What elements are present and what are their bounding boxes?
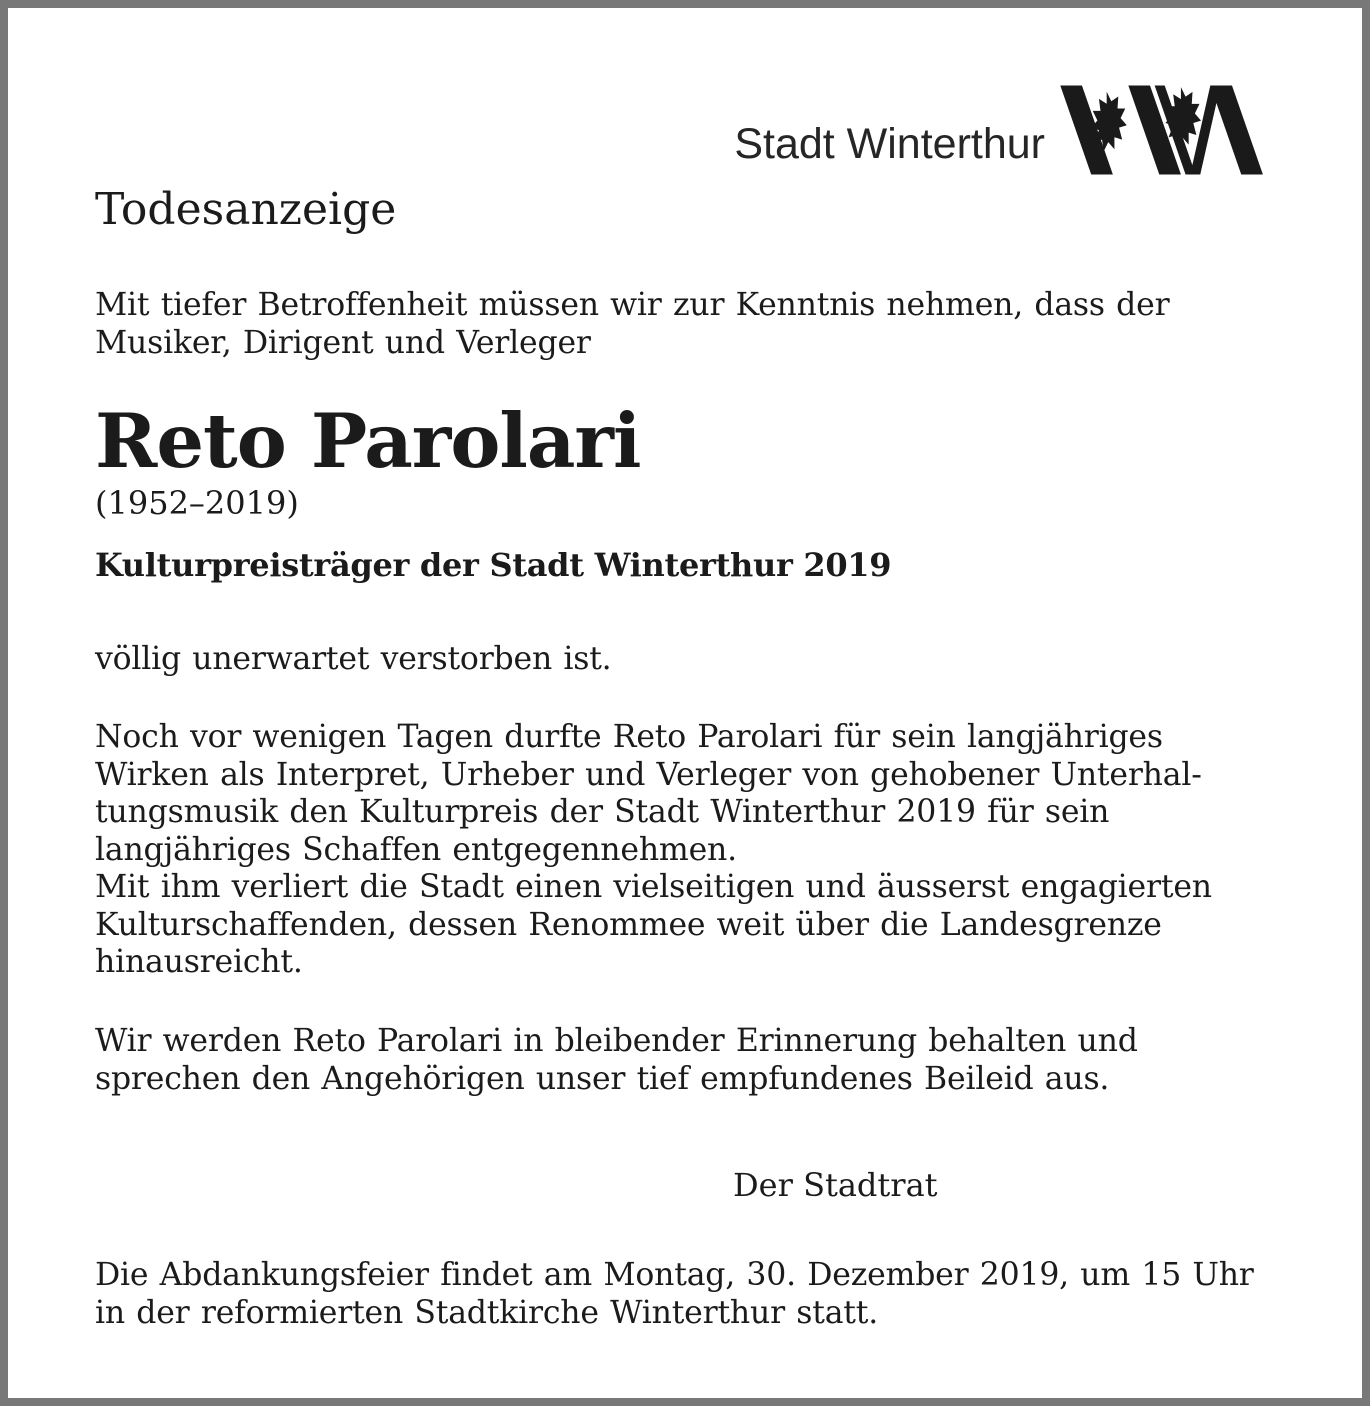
notice-type-label: Todesanzeige <box>95 184 397 235</box>
death-statement-line: völlig unerwartet verstorben ist. <box>95 641 612 677</box>
deceased-name: Reto Parolari <box>95 397 641 485</box>
life-years: (1952–2019) <box>95 484 299 522</box>
intro-line: Mit tiefer Betroffenheit müssen wir zur Kenntnis nehmen, dass der <box>95 287 1170 323</box>
tribute-line: Wirken als Interpret, Urheber und Verleger von gehobener Unterhal- <box>95 756 1202 793</box>
stadt-winterthur-logo <box>734 84 1266 176</box>
logo-wordmark: Stadt Winterthur <box>734 120 1045 168</box>
condolence-line: sprechen den Angehörigen unser tief empfundenes Beileid aus. <box>95 1060 1110 1097</box>
tribute-paragraph <box>95 719 1285 982</box>
tribute-line: hinausreicht. <box>95 944 303 980</box>
funeral-line: Die Abdankungsfeier findet am Montag, 30. Dezember 2019, um 15 Uhr <box>95 1257 1254 1293</box>
intro-paragraph <box>95 287 1285 362</box>
tribute-line: Kulturschaffenden, dessen Renommee weit über die Landesgrenze <box>95 906 1162 943</box>
lion-icon <box>1165 87 1201 147</box>
death-statement <box>95 641 1285 679</box>
condolence-paragraph <box>95 1023 1285 1098</box>
tribute-line: tungsmusik den Kulturpreis der Stadt Winterthur 2019 für sein <box>95 794 1110 830</box>
tribute-line: langjähriges Schaffen entgegennehmen. <box>95 831 737 868</box>
honorific-title: Kulturpreisträger der Stadt Winterthur 2019 <box>95 546 892 584</box>
tribute-line: Noch vor wenigen Tagen durfte Reto Parolari für sein langjähriges <box>95 719 1163 755</box>
tribute-line: Mit ihm verliert die Stadt einen vielseitigen und äusserst engagierten <box>95 869 1212 905</box>
winterthur-w-lions-mark-icon <box>1051 84 1266 176</box>
condolence-line: Wir werden Reto Parolari in bleibender Erinnerung behalten und <box>95 1023 1138 1059</box>
funeral-line: in der reformierten Stadtkirche Winterthur statt. <box>95 1294 879 1331</box>
logo-bar <box>1210 86 1263 175</box>
funeral-paragraph <box>95 1257 1285 1332</box>
signature: Der Stadtrat <box>733 1166 938 1204</box>
intro-line: Musiker, Dirigent und Verleger <box>95 324 591 361</box>
